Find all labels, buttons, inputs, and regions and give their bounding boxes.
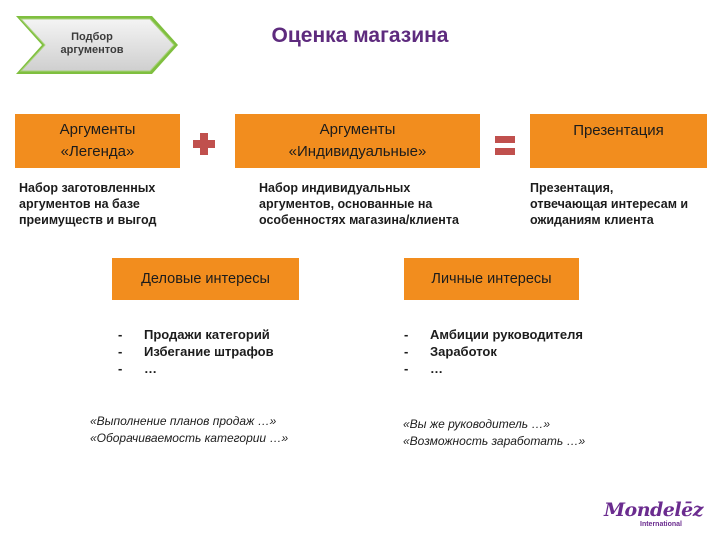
business-interests-box: Деловые интересы <box>112 258 299 300</box>
list-dash: - <box>404 344 409 359</box>
list-dash: - <box>404 361 409 376</box>
equals-icon <box>494 134 516 158</box>
personal-quotes <box>403 416 663 450</box>
list-item-text: … <box>144 361 157 376</box>
legend-box-line1: Аргументы <box>59 121 136 138</box>
presentation-desc-line: ожиданиям клиента <box>530 213 654 227</box>
presentation-desc-line: отвечающая интересам и <box>530 197 689 211</box>
quote-line: «Выполнение планов продаж …» <box>90 414 277 428</box>
individual-description <box>259 180 499 228</box>
plus-icon <box>192 132 216 156</box>
legend-desc-line: преимуществ и выгод <box>19 213 157 227</box>
logo-wordmark: Mondelēz <box>604 499 703 521</box>
page-title: Оценка магазина <box>271 24 449 47</box>
legend-desc-line: Набор заготовленных <box>19 181 156 195</box>
individual-desc-line: Набор индивидуальных <box>259 181 411 195</box>
legend-arguments-box <box>15 114 180 168</box>
logo-subtitle: International <box>640 521 683 528</box>
quote-line: «Оборачиваемость категории …» <box>90 431 289 445</box>
list-item <box>404 326 624 343</box>
list-item <box>404 343 624 360</box>
chevron-label <box>32 31 152 57</box>
quote-line: «Возможность заработать …» <box>403 434 586 448</box>
individual-desc-line: особенностях магазина/клиента <box>259 213 459 227</box>
presentation-box-label: Презентация <box>573 122 664 139</box>
individual-desc-line: аргументов, основанные на <box>259 197 433 211</box>
business-quotes <box>90 413 350 447</box>
list-item <box>118 326 318 343</box>
presentation-desc-line: Презентация, <box>530 181 614 195</box>
list-item <box>118 360 318 377</box>
list-dash: - <box>118 327 123 342</box>
chevron-label-line2: аргументов <box>60 44 124 56</box>
presentation-description <box>530 180 715 228</box>
individual-arguments-box <box>235 114 480 168</box>
list-item-text: Продажи категорий <box>144 327 270 342</box>
legend-desc-line: аргументов на базе <box>19 197 140 211</box>
quote-line: «Вы же руководитель …» <box>403 417 551 431</box>
personal-interests-box: Личные интересы <box>404 258 579 300</box>
list-item-text: Заработок <box>430 344 497 359</box>
legend-box-line2: «Легенда» <box>60 143 135 160</box>
business-interests-list <box>118 326 318 377</box>
list-item-text: Амбиции руководителя <box>430 327 583 342</box>
presentation-box <box>530 114 707 168</box>
step-chevron <box>14 14 180 76</box>
individual-box-line1: Аргументы <box>319 121 396 138</box>
list-item <box>118 343 318 360</box>
chevron-label-line1: Подбор <box>71 31 113 43</box>
list-dash: - <box>118 344 123 359</box>
list-item-text: Избегание штрафов <box>144 344 274 359</box>
list-item <box>404 360 624 377</box>
list-dash: - <box>118 361 123 376</box>
mondelez-logo <box>604 499 704 531</box>
list-item-text: … <box>430 361 443 376</box>
list-dash: - <box>404 327 409 342</box>
personal-interests-list <box>404 326 624 377</box>
legend-description <box>19 180 219 228</box>
individual-box-line2: «Индивидуальные» <box>288 143 427 160</box>
